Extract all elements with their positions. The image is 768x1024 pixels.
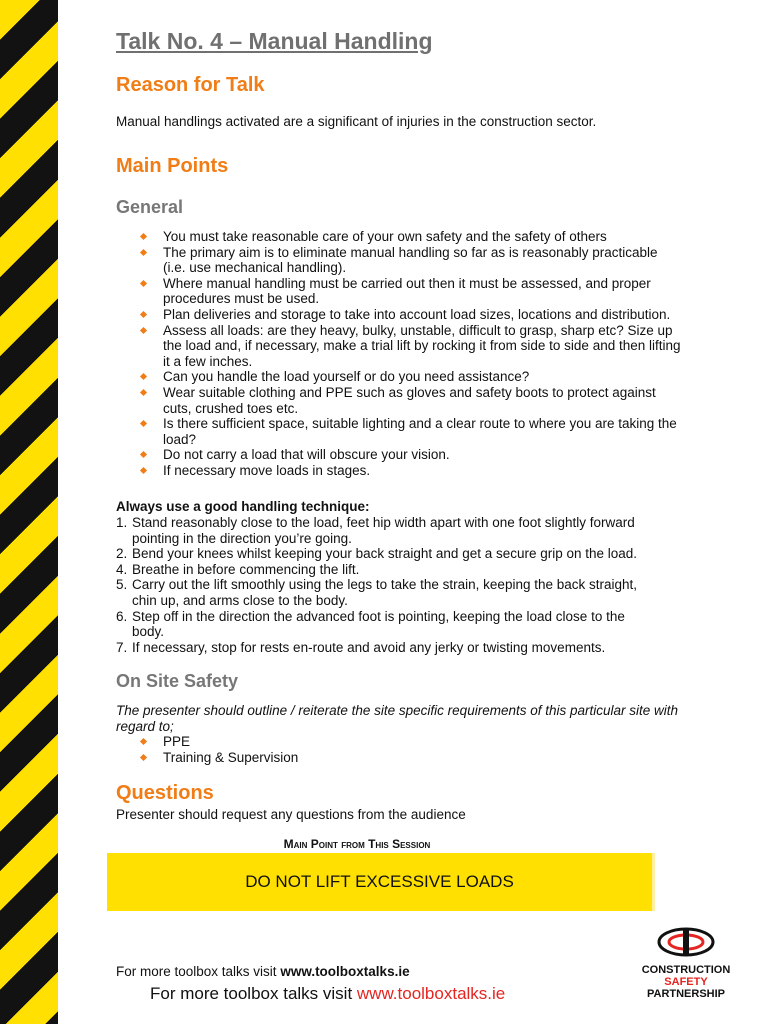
- bullet-diamond-icon: [140, 373, 147, 380]
- step-text-line: If necessary, stop for rests en-route and avoid any jerky or twisting movements.: [132, 639, 606, 655]
- bullet-text-line: load?: [163, 431, 197, 447]
- general-heading: General: [116, 197, 184, 217]
- page-title: Talk No. 4 – Manual Handling: [116, 28, 433, 54]
- bullet-text-line: Is there sufficient space, suitable lighting and a clear route to where you are taking the: [163, 416, 677, 432]
- bullet-text-line: Can you handle the load yourself or do you need assistance?: [163, 369, 530, 385]
- bullet-diamond-icon: [140, 389, 147, 396]
- bullet-text-line: Plan deliveries and storage to take into account load sizes, locations and distribution.: [163, 306, 671, 322]
- bullet-text-line: The primary aim is to eliminate manual handling so far as is reasonably practicable: [163, 244, 658, 260]
- list-item: [116, 515, 676, 546]
- list-item: [116, 609, 676, 640]
- list-item: [116, 640, 676, 656]
- step-number: 2.: [116, 546, 128, 562]
- list-item: [116, 245, 716, 276]
- bullet-text-line: Wear suitable clothing and PPE such as gloves and safety boots to protect against: [163, 384, 656, 400]
- logo-text-construction: CONSTRUCTION: [641, 964, 731, 976]
- on-site-intro: [116, 703, 678, 735]
- footer-line-large: For more toolbox talks visit www.toolboxtalks.ie: [150, 984, 506, 1003]
- logo-text-safety: SAFETY: [664, 976, 708, 988]
- list-item: Training & Supervision: [116, 750, 298, 766]
- list-item: [116, 276, 716, 307]
- technique-heading: Always use a good handling technique:: [116, 499, 370, 514]
- bullet-diamond-icon: [140, 249, 147, 256]
- main-points-heading: Main Points: [116, 155, 229, 177]
- main-point-box: [107, 853, 655, 911]
- list-item: PPE: [116, 734, 298, 750]
- step-text-line: Breathe in before commencing the lift.: [132, 561, 360, 577]
- step-text-line: pointing in the direction you’re going.: [132, 530, 352, 546]
- bullet-text-line: procedures must be used.: [163, 291, 320, 307]
- bullet-text-line: (i.e. use mechanical handling).: [163, 260, 347, 276]
- bullet-text-line: it a few inches.: [163, 353, 253, 369]
- list-item: [116, 416, 716, 447]
- list-item: [116, 385, 716, 416]
- bullet-diamond-icon: [140, 311, 147, 318]
- construction-safety-partnership-logo: [636, 924, 736, 1004]
- bullet-text-line: Assess all loads: are they heavy, bulky, unstable, difficult to grasp, sharp etc? Size up: [163, 322, 673, 338]
- bullet-text-line: You must take reasonable care of your own safety and the safety of others: [163, 229, 607, 244]
- bullet-diamond-icon: [140, 420, 147, 427]
- partnership-swirl-icon: [656, 924, 716, 962]
- footer-link-small[interactable]: www.toolboxtalks.ie: [280, 964, 410, 979]
- questions-text: Presenter should request any questions from the audience: [116, 807, 466, 822]
- footer-line-small: For more toolbox talks visit www.toolboxtalks.ie: [116, 964, 410, 979]
- list-item: [116, 546, 676, 562]
- list-item: [116, 463, 716, 479]
- bullet-text-line: Where manual handling must be carried out then it must be assessed, and proper: [163, 275, 651, 291]
- step-text-line: Stand reasonably close to the load, feet hip width apart with one foot slightly forward: [132, 515, 635, 530]
- main-point-message: DO NOT LIFT EXCESSIVE LOADS: [245, 872, 514, 891]
- bullet-text-line: Do not carry a load that will obscure your vision.: [163, 447, 450, 463]
- bullet-text-line: the load and, if necessary, make a trial lift by rocking it from side to side and then lifting: [163, 338, 681, 354]
- list-item: [116, 369, 716, 385]
- reason-text: Manual handlings activated are a significant of injuries in the construction sector.: [116, 114, 597, 129]
- step-number: 1.: [116, 515, 128, 530]
- questions-heading: Questions: [116, 782, 214, 804]
- step-text-line: Step off in the direction the advanced foot is pointing, keeping the load close to the: [132, 608, 625, 624]
- on-site-intro-line2: regard to;: [116, 719, 174, 734]
- list-item: [116, 447, 716, 463]
- step-number: 4.: [116, 561, 128, 577]
- hazard-stripe-border: [0, 0, 58, 1024]
- step-number: 6.: [116, 608, 128, 624]
- on-site-items: [116, 734, 298, 766]
- list-item: [116, 307, 716, 323]
- general-bullet-list: [116, 229, 716, 479]
- bullet-diamond-icon: [140, 327, 147, 334]
- bullet-diamond-icon: [140, 280, 147, 287]
- step-text-line: body.: [132, 624, 165, 640]
- step-text-line: Carry out the lift smoothly using the legs to take the strain, keeping the back straight,: [132, 577, 638, 593]
- list-item: [116, 229, 716, 245]
- logo-text-partnership: PARTNERSHIP: [646, 988, 726, 1000]
- list-item: [116, 577, 676, 608]
- step-text-line: Bend your knees whilst keeping your back straight and get a secure grip on the load.: [132, 546, 638, 562]
- bullet-diamond-icon: [140, 233, 147, 240]
- bullet-text-line: cuts, crushed toes etc.: [163, 400, 299, 416]
- bullet-diamond-icon: [140, 451, 147, 458]
- bullet-diamond-icon: [140, 467, 147, 474]
- step-number: 7.: [116, 639, 128, 655]
- on-site-safety-heading: On Site Safety: [116, 671, 239, 691]
- bullet-diamond-icon: [140, 738, 147, 745]
- bullet-diamond-icon: [140, 754, 147, 761]
- list-item: [116, 562, 676, 578]
- footer-link-large[interactable]: www.toolboxtalks.ie: [356, 984, 506, 1003]
- list-item: [116, 323, 716, 370]
- main-point-label: Main Point from This Session: [283, 837, 431, 851]
- step-number: 5.: [116, 577, 128, 593]
- bullet-text-line: If necessary move loads in stages.: [163, 462, 371, 478]
- reason-heading: Reason for Talk: [116, 74, 265, 96]
- technique-step-list: [116, 515, 676, 655]
- on-site-intro-line1: The presenter should outline / reiterate the site specific requirements of this particular site with: [116, 703, 679, 718]
- step-text-line: chin up, and arms close to the body.: [132, 592, 348, 608]
